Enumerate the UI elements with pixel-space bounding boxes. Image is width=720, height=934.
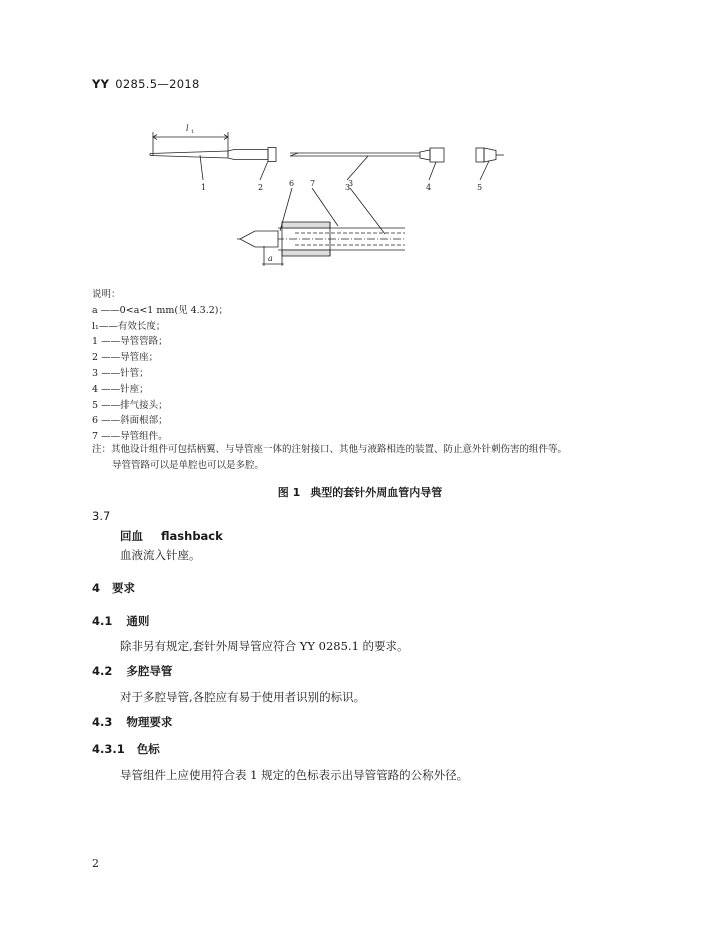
legend-row-l1: l₁——有效长度； (92, 320, 166, 332)
legend-row-3: 3 ——针管； (92, 367, 149, 379)
label-l1-sub: 1 (191, 129, 195, 135)
section-3-7-definition: 血液流入针座。 (120, 548, 201, 562)
label-a: a (268, 254, 273, 263)
label-2: 2 (258, 183, 264, 192)
figure-note (92, 442, 652, 474)
section-4-3-1-number: 4.3.1 (92, 742, 125, 756)
figure-legend (92, 287, 228, 445)
caption-number: 图 1 (277, 486, 301, 499)
legend-row-5: 5 ——排气接头； (92, 399, 168, 411)
legend-row-a: a ——0<a<1 mm(见 4.3.2)； (92, 304, 228, 316)
section-3-7-term (120, 528, 223, 544)
section-4-1-title: 通则 (126, 614, 150, 628)
page-header (92, 77, 200, 91)
section-4-3-heading (92, 714, 172, 730)
caption-text: 典型的套针外周血管内导管 (310, 486, 443, 499)
figure-caption (0, 484, 720, 500)
section-4-1-text: 除非另有规定,套针外周导管应符合 YY 0285.1 的要求。 (120, 639, 409, 653)
label-4: 4 (426, 183, 432, 192)
legend-row-2: 2 ——导管座； (92, 352, 159, 364)
standard-number: 0285.5—2018 (115, 77, 200, 91)
legend-row-7: 7 ——导管组件。 (92, 431, 168, 443)
page-number: 2 (92, 857, 99, 870)
section-4-heading (92, 580, 135, 596)
section-4-3-1-title: 色标 (136, 742, 160, 756)
note-line-1: 注：其他设计组件可包括柄翼、与导管座一体的注射接口、其他与液路相连的装置、防止意外针刺伤害的组件等。 (92, 444, 568, 455)
label-1: 1 (201, 183, 207, 192)
label-6: 6 (289, 179, 295, 188)
section-4-1-number: 4.1 (92, 614, 113, 628)
section-4-3-1-heading (92, 741, 160, 757)
term-cn: 回血 (120, 529, 143, 543)
standard-code: YY (92, 77, 110, 91)
label-7: 7 (310, 179, 316, 188)
section-4-title: 要求 (112, 581, 136, 595)
section-4-3-number: 4.3 (92, 715, 113, 729)
label-3: 3 (345, 183, 351, 192)
section-4-3-1-text: 导管组件上应使用符合表 1 规定的色标表示出导管管路的公称外径。 (120, 768, 469, 782)
section-4-2-number: 4.2 (92, 664, 113, 678)
section-4-3-title: 物理要求 (126, 715, 173, 729)
label-5: 5 (477, 183, 483, 192)
catheter-figure (140, 118, 520, 283)
note-line-2: 导管管路可以是单腔也可以是多腔。 (112, 460, 265, 471)
section-4-1-heading (92, 613, 149, 629)
section-3-7-number: 3.7 (92, 509, 111, 523)
section-4-2-heading (92, 663, 172, 679)
legend-row-6: 6 ——斜面根部； (92, 415, 168, 427)
legend-title: 说明： (92, 289, 121, 300)
section-4-2-title: 多腔导管 (126, 664, 173, 678)
term-en: flashback (161, 529, 223, 543)
legend-row-1: 1 ——导管管路； (92, 336, 168, 348)
section-4-2-text: 对于多腔导管,各腔应有易于使用者识别的标识。 (120, 690, 366, 704)
label-l1: l (186, 124, 189, 133)
section-4-number: 4 (92, 581, 101, 595)
legend-row-4: 4 ——针座； (92, 383, 149, 395)
label-3-detail: 3 (348, 179, 354, 188)
